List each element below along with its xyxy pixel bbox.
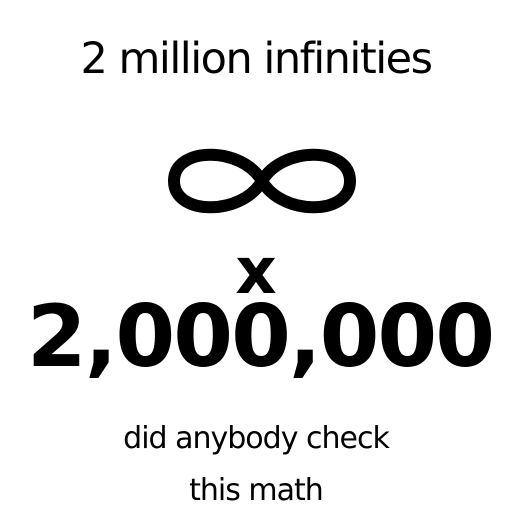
caption-line-1: did anybody check: [123, 421, 389, 456]
number-text: 2,000,000: [26, 287, 494, 387]
infinity-icon: [162, 138, 362, 224]
caption-line-2: this math: [189, 473, 323, 508]
title-text: 2 million infinities: [80, 34, 432, 84]
multiply-operator: x: [235, 235, 277, 309]
